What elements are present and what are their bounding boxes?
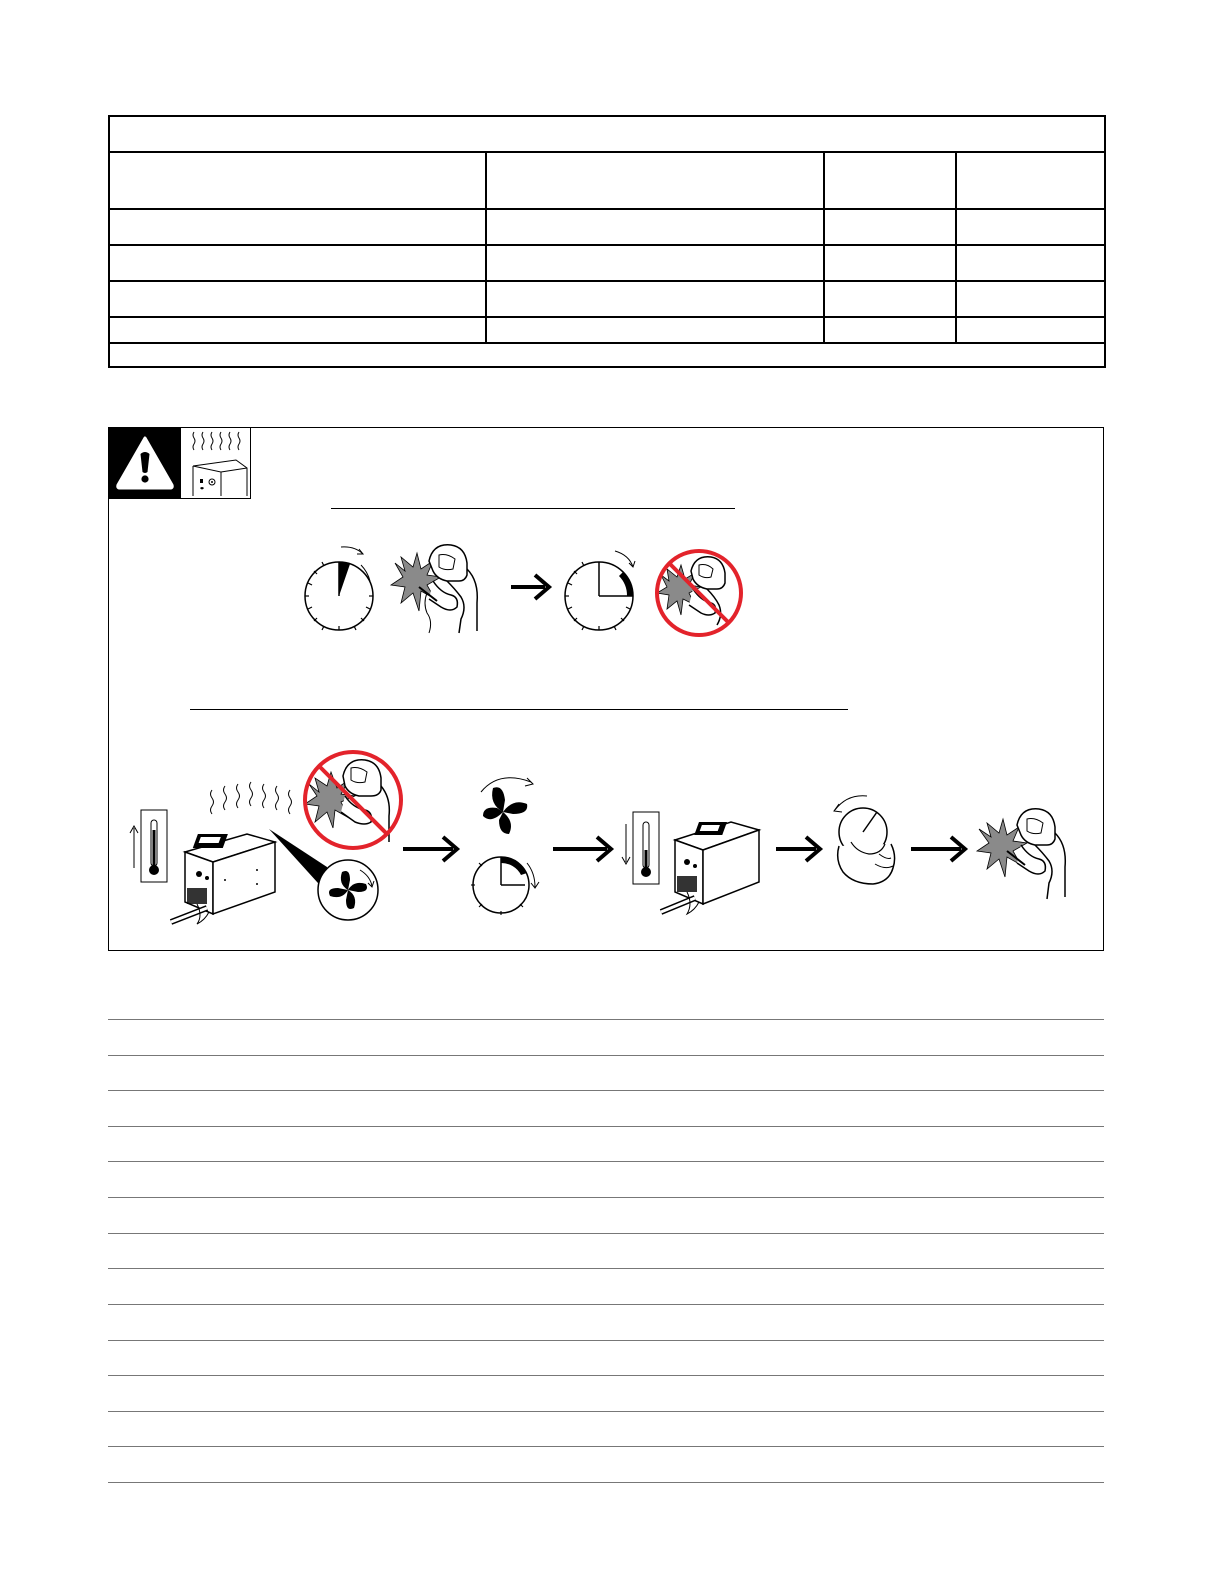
welder-unit-icon — [659, 800, 769, 920]
spec-table — [108, 115, 1106, 368]
warning-triangle-icon — [109, 428, 181, 499]
section-a-heading-rule — [331, 508, 735, 509]
ruled-line — [108, 1340, 1104, 1341]
ruled-line — [108, 1019, 1104, 1020]
section-b-heading-rule — [190, 709, 848, 710]
timer-icon — [557, 541, 647, 633]
no-welding-icon — [651, 545, 747, 641]
duty-cycle-warning — [108, 427, 1104, 951]
timer-icon — [299, 541, 379, 633]
knob-adjust-icon — [827, 788, 907, 888]
thermometer-rising-icon — [129, 808, 169, 884]
overheating-welder-icon — [181, 428, 251, 499]
ruled-line — [108, 1055, 1104, 1056]
arrow-icon — [774, 831, 824, 867]
welder-welding-icon — [389, 541, 484, 636]
table-column-divider — [485, 151, 487, 342]
table-column-divider — [955, 151, 957, 342]
welder-welding-icon — [975, 803, 1075, 903]
ruled-line — [108, 1482, 1104, 1483]
fan-icon — [475, 768, 545, 836]
ruled-line — [108, 1090, 1104, 1091]
timer-icon — [467, 841, 547, 917]
ruled-line — [108, 1375, 1104, 1376]
thermometer-falling-icon — [621, 810, 661, 886]
ruled-line — [108, 1411, 1104, 1412]
fan-icon — [316, 858, 380, 922]
ruled-line — [108, 1268, 1104, 1269]
arrow-icon — [909, 831, 969, 867]
arrow-icon — [509, 571, 553, 603]
table-divider — [110, 342, 1104, 344]
ruled-line — [108, 1304, 1104, 1305]
arrow-icon — [401, 831, 461, 867]
arrow-icon — [551, 831, 615, 867]
table-column-divider — [823, 151, 825, 342]
ruled-line — [108, 1161, 1104, 1162]
ruled-line — [108, 1446, 1104, 1447]
ruled-line — [108, 1233, 1104, 1234]
warning-badge — [109, 428, 181, 499]
ruled-line — [108, 1126, 1104, 1127]
ruled-line — [108, 1197, 1104, 1198]
